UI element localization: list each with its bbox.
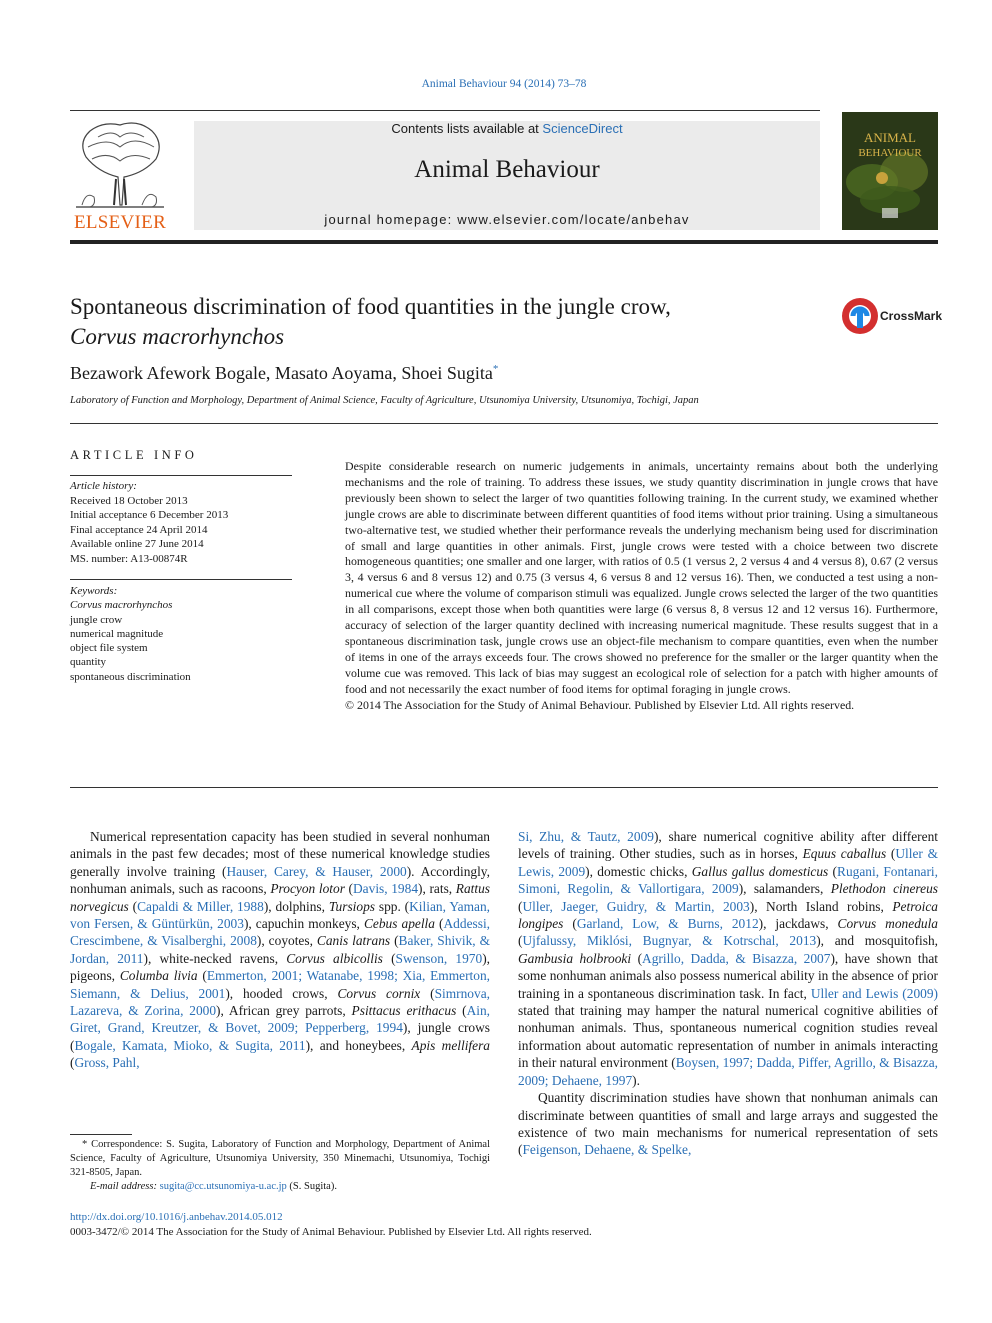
body-text: ). — [632, 1072, 640, 1088]
body-text: ( — [390, 933, 399, 949]
species-name: Plethodon cinereus — [830, 881, 938, 897]
body-text: ( — [518, 898, 523, 914]
species-name: Tursiops — [328, 898, 375, 914]
citation-link[interactable]: Rugani, Fontanari, Simoni, Regolin, & Vallortigara, 2009 — [518, 863, 938, 897]
body-text: ( — [382, 950, 396, 966]
body-text: ), jackdaws, — [758, 916, 838, 932]
abstract-rule — [70, 787, 938, 788]
body-text: ), dolphins, — [263, 898, 329, 914]
article-info-rule — [70, 475, 292, 476]
body-text: ), have shown that some nonhuman animals also possess numerical ability in the absence of prior training in a spontaneous discrimination task. In fact, — [518, 950, 938, 1001]
citation-link[interactable]: Ujfalussy, Miklósi, Bugnyar, & Kotrschal, 2013 — [522, 933, 817, 949]
history-item: Final acceptance 24 April 2014 — [70, 523, 208, 536]
keyword: quantity — [70, 656, 107, 669]
body-text: ), domestic chicks, — [585, 863, 692, 879]
abstract — [345, 459, 938, 714]
contents-prefix: Contents lists available at — [391, 121, 543, 136]
citation-link[interactable]: Baker, Shivik, & Jordan, 2011 — [70, 933, 491, 966]
history-label: Article history: — [70, 480, 137, 492]
body-text: ), coyotes, — [256, 933, 317, 949]
keyword: spontaneous discrimination — [70, 670, 191, 683]
body-paragraph — [518, 828, 938, 1089]
citation-link[interactable]: Swenson, 1970 — [395, 950, 483, 966]
species-name: Corvus monedula — [837, 916, 938, 932]
doi-link[interactable]: http://dx.doi.org/10.1016/j.anbehav.2014.05.012 — [70, 1211, 283, 1223]
species-name: Rattus norvegicus — [70, 881, 490, 914]
body-column-right — [518, 828, 938, 1159]
author-list — [70, 363, 830, 384]
body-paragraph — [518, 1089, 938, 1159]
body-text: ), pigeons, — [70, 950, 490, 984]
journal-homepage[interactable]: journal homepage: www.elsevier.com/locate/anbehav — [324, 212, 690, 227]
keywords-rule — [70, 579, 292, 580]
cover-art — [842, 112, 938, 230]
authors: Bezawork Afework Bogale, Masato Aoyama, Shoei Sugita — [70, 363, 493, 383]
body-text: ), and honeybees, — [305, 1037, 412, 1053]
species-name: Canis latrans — [316, 933, 391, 949]
email-link[interactable]: sugita@cc.utsunomiya-u.ac.jp — [159, 1181, 287, 1192]
citation-link[interactable]: Simrnova, Lazareva, & Zorina, 2000 — [70, 985, 490, 1019]
footnote-mark: * — [82, 1139, 88, 1150]
species-name: Gallus gallus domesticus — [691, 863, 829, 879]
footnote-rule — [70, 1134, 132, 1135]
species-name: Petroica longipes — [518, 898, 938, 932]
citation-link[interactable]: Agrillo, Dadda, & Bisazza, 2007 — [642, 950, 831, 966]
abstract-text: Despite considerable research on numeric judgements in animals, uncertainty remains about both the underlying mechanisms and the role of training. To address these issues, we study quantity discrimination in jungle crows that have previously been shown to select the larger of two quantities following training. In the current study, we examined whether jungle crows are able to discriminate between different quantities of food items without prior training. Using a simultaneous two-alternative test, we studied whether their performance reveals the underlying mechanism being used for discrimination of small and large quantities in other animals. First, jungle crows were tested with a choice between two discrete homogeneous quantities; one smaller and one larger, with ratios of 0.5 (1 versus 2, 2 versus 4 and 4 versus 8), 0.67 (2 versus 3, 4 versus 6 and 8 versus 12) and 0.75 (3 versus 4, 6 versus 8 and 12 versus 16). Then, we conducted a test using a non-numerical cue where the volume of comparison stimuli was equalized. Jungle crows selected the larger of the two quantities in all comparisons, except those when both quantities were large (6 versus 8, 8 versus 12 and 12 versus 16). Furthermore, accuracy of selection of the larger quantity declined with increasing numerical magnitude. These results suggest that in a spontaneous discrimination task, jungle crows use an object-file mechanism to compare quantities, even when the number of items in one of the arrays exceeds four. The crows showed no preference for the smaller or the larger quantity when the volume cue was removed. This lack of bias may suggest an ecological role of selection for a patch with higher amounts of food and not necessarily the exact number of food items for optimal foraging in jungle crows. — [345, 459, 938, 696]
journal-reference[interactable]: Animal Behaviour 94 (2014) 73–78 — [421, 78, 587, 90]
keyword: jungle crow — [70, 613, 123, 626]
correspondence-footnote — [70, 1138, 490, 1194]
corresponding-author-mark[interactable]: * — [492, 363, 499, 375]
body-text: ( — [70, 1055, 75, 1071]
cover-title-1: ANIMAL — [864, 130, 916, 145]
body-text: ), jungle crows ( — [70, 1020, 490, 1053]
citation-link[interactable]: Uller & Lewis, 2009 — [518, 846, 938, 879]
citation-link[interactable]: Gross, Pahl, — [74, 1055, 140, 1071]
body-text: spp. ( — [375, 898, 410, 914]
citation-link[interactable]: Boysen, 1997; Dadda, Piffer, Agrillo, & Bisazza, 2009; Dehaene, 1997 — [518, 1055, 938, 1088]
species-name: Procyon lotor — [270, 881, 345, 897]
body-text: ( — [344, 881, 354, 897]
history-item: Received 18 October 2013 — [70, 494, 188, 507]
citation-link[interactable]: Capaldi & Miller, 1988 — [137, 898, 264, 914]
body-text: ), rats, — [418, 881, 456, 897]
body-text: ( — [434, 916, 444, 932]
header-rule — [70, 110, 820, 111]
body-text: ( — [518, 933, 523, 949]
journal-cover-image — [842, 112, 938, 230]
keyword: numerical magnitude — [70, 627, 164, 640]
citation-link[interactable]: Feigenson, Dehaene, & Spelke, — [522, 1142, 692, 1158]
body-text: ). Accordingly, nonhuman animals, such as racoons, — [70, 863, 490, 897]
body-text: ), white-necked ravens, — [143, 950, 287, 966]
body-text: ( — [420, 985, 435, 1001]
citation-link[interactable]: Si, Zhu, & Tautz, 2009 — [518, 829, 654, 844]
citation-link[interactable]: Davis, 1984 — [353, 881, 419, 897]
body-text: ( — [563, 916, 577, 932]
citation-link[interactable]: Bogale, Kamata, Mioko, & Sugita, 2011 — [74, 1037, 306, 1053]
history-item: Initial acceptance 6 December 2013 — [70, 509, 229, 521]
email-label: E-mail address: — [90, 1181, 157, 1192]
citation-link[interactable]: Emmerton, 2001; Watanabe, 1998; Xia, Emmerton, Siemann, & Delius, 2001 — [70, 968, 490, 1001]
keywords — [70, 584, 300, 684]
contents-line — [194, 121, 820, 136]
history-item: Available online 27 June 2014 — [70, 538, 204, 550]
issn-copyright: 0003-3472/© 2014 The Association for the Study of Animal Behaviour. Published by Elsevier Ltd. All rights reserved. — [70, 1226, 592, 1238]
body-text: ), African grey parrots, — [216, 1003, 352, 1019]
citation-link[interactable]: Uller, Jaeger, Guidry, & Martin, 2003 — [522, 898, 750, 914]
body-text: Quantity discrimination studies have shown that nonhuman animals can discriminate between quantities of small and large arrays and suggested the existence of two main mechanisms for numerical representation of sets ( — [518, 1090, 938, 1158]
keyword: object file system — [70, 642, 148, 655]
species-name: Apis mellifera — [411, 1037, 490, 1053]
body-text: ( — [828, 863, 838, 879]
body-text: ( — [886, 846, 896, 862]
species-name: Gambusia holbrooki — [518, 950, 632, 966]
body-text: ( — [631, 950, 643, 966]
citation-link[interactable]: Hauser, Carey, & Hauser, 2000 — [226, 863, 407, 879]
citation-link[interactable]: Garland, Low, & Burns, 2012 — [576, 916, 759, 932]
body-text: ), North Island robins, — [749, 898, 893, 914]
citation-link[interactable]: Ain, Giret, Grand, Kreutzer, & Bovet, 2009; Pepperberg, 1994 — [70, 1003, 490, 1036]
body-column-left — [70, 828, 490, 1072]
keyword: Corvus macrorhynchos — [70, 599, 173, 612]
body-text: Numerical representation capacity has been studied in several nonhuman animals in the past few decades; most of these numerical knowledge studies generally involve training ( — [70, 829, 490, 879]
title-rule — [70, 423, 938, 424]
abstract-copyright: © 2014 The Association for the Study of Animal Behaviour. Published by Elsevier Ltd. All rights reserved. — [345, 697, 855, 712]
body-text: ( — [197, 968, 207, 984]
footnote-text: Correspondence: S. Sugita, Laboratory of Function and Morphology, Department of Animal Science, Faculty of Agriculture, Utsunomiya University, 350 Minemachi, Utsunomiya, Tochigi 321-8505, Japan. — [70, 1139, 491, 1178]
masthead-rule — [70, 240, 938, 244]
keywords-label: Keywords: — [70, 585, 118, 597]
title-line-1: Spontaneous discrimination of food quantities in the jungle crow, — [70, 294, 671, 319]
species-name: Psittacus erithacus — [351, 1003, 457, 1019]
elsevier-wordmark: ELSEVIER — [73, 212, 167, 233]
body-text: ), and mosquitofish, — [816, 933, 938, 949]
history-item: MS. number: A13-00874R — [70, 552, 188, 565]
article-history — [70, 479, 300, 566]
sciencedirect-link[interactable]: ScienceDirect — [542, 121, 623, 136]
body-paragraph — [70, 828, 490, 1072]
crossmark-label[interactable]: CrossMark — [880, 309, 943, 323]
species-name: Corvus cornix — [337, 985, 421, 1001]
species-name: Corvus albicollis — [286, 950, 383, 966]
cover-title-2: BEHAVIOUR — [858, 147, 922, 159]
title-line-2: Corvus macrorhynchos — [70, 324, 285, 349]
body-text: stated that training may hamper the natural numerical cognitive abilities of nonhuman animals. Thus, spontaneous numerical cognition studies reveal information about automatic representation of number in animals interacting in their natural environment ( — [518, 1003, 938, 1071]
body-text: ( — [128, 898, 138, 914]
citation-link[interactable]: Kilian, Yaman, von Fersen, & Güntürkün, 2003 — [70, 898, 491, 932]
email-suffix: (S. Sugita). — [286, 1181, 337, 1192]
article-info-heading: ARTICLE INFO — [70, 448, 198, 462]
citation-link[interactable]: Addessi, Crescimbene, & Visalberghi, 2008 — [70, 916, 491, 949]
article-title — [70, 292, 830, 352]
species-name: Equus caballus — [802, 846, 887, 862]
species-name: Cebus apella — [363, 916, 435, 932]
body-text: ), hooded crows, — [225, 985, 338, 1001]
body-text: ), capuchin monkeys, — [243, 916, 364, 932]
species-name: Columba livia — [119, 968, 198, 984]
affiliation: Laboratory of Function and Morphology, Department of Animal Science, Faculty of Agriculture, Utsunomiya University, Utsunomiya, Tochigi, Japan — [70, 395, 699, 406]
body-text: ), share numerical cognitive ability after different levels of training. Other studies, such as in horses, — [518, 829, 938, 862]
journal-title: Animal Behaviour — [414, 156, 600, 183]
body-text: ( — [456, 1003, 467, 1019]
citation-link[interactable]: Uller and Lewis (2009) — [810, 985, 938, 1001]
body-text: ), salamanders, — [738, 881, 831, 897]
